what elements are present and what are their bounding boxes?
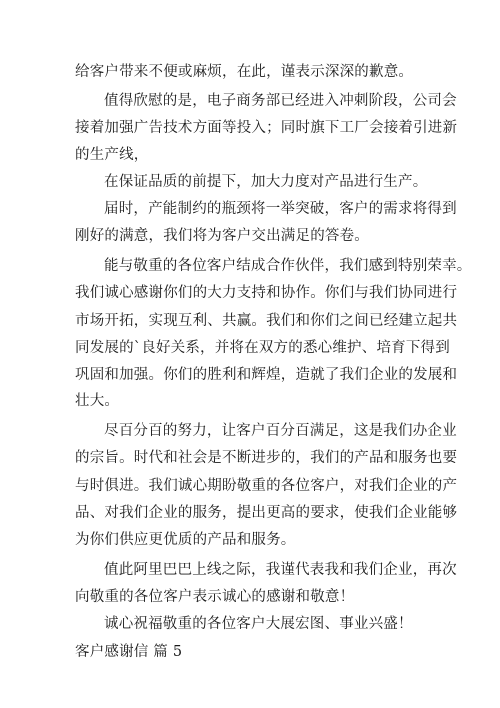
text-line: 的生产线，: [75, 147, 149, 163]
text-line: 诚心祝福敬重的各位客户大展宏图、事业兴盛！: [104, 616, 413, 632]
text-line: 向敬重的各位客户表示诚心的感谢和敬意！: [75, 589, 355, 605]
text-line: 壮大。: [75, 393, 120, 409]
text-line: 同发展的`良好关系，并将在双方的悉心维护、培育下得到: [75, 340, 450, 356]
text-line: 品、对我们企业的服务，提出更高的要求，使我们企业能够: [75, 505, 458, 521]
text-line: 值得欣慰的是，电子商务部已经进入冲刺阶段，公司会: [104, 93, 457, 109]
text-line: 巩固和加强。你们的胜利和辉煌，造就了我们企业的发展和: [75, 367, 458, 383]
text-line: 与时俱进。我们诚心期盼敬重的各位客户，对我们企业的产: [75, 478, 458, 494]
text-line: 的宗旨。时代和社会是不断进步的，我们的产品和服务也要: [75, 450, 458, 466]
text-line: 能与敬重的各位客户结成合作伙伴，我们感到特别荣幸。: [104, 258, 472, 274]
text-line: 届时，产能制约的瓶颈将一举突破，客户的需求将得到: [104, 201, 457, 217]
text-line: 为你们供应更优质的产品和服务。: [75, 532, 296, 548]
section-heading: 客户感谢信 篇 5: [75, 644, 183, 660]
text-line: 刚好的满意，我们将为客户交出满足的答卷。: [75, 228, 369, 244]
text-line: 接着加强广告技术方面等投入；同时旗下工厂会接着引进新: [75, 120, 458, 136]
text-line: 尽百分百的努力，让客户百分百满足，这是我们办企业: [104, 423, 457, 439]
text-line: 在保证品质的前提下，加大力度对产品进行生产。: [104, 174, 428, 190]
text-line: 值此阿里巴巴上线之际，我谨代表我和我们企业，再次: [104, 562, 457, 578]
text-line: 给客户带来不便或麻烦，在此，谨表示深深的歉意。: [75, 64, 414, 80]
text-line: 我们诚心感谢你们的大力支持和协作。你们与我们协同进行: [75, 285, 458, 301]
text-line: 市场开拓，实现互利、共赢。我们和你们之间已经建立起共: [75, 313, 458, 329]
